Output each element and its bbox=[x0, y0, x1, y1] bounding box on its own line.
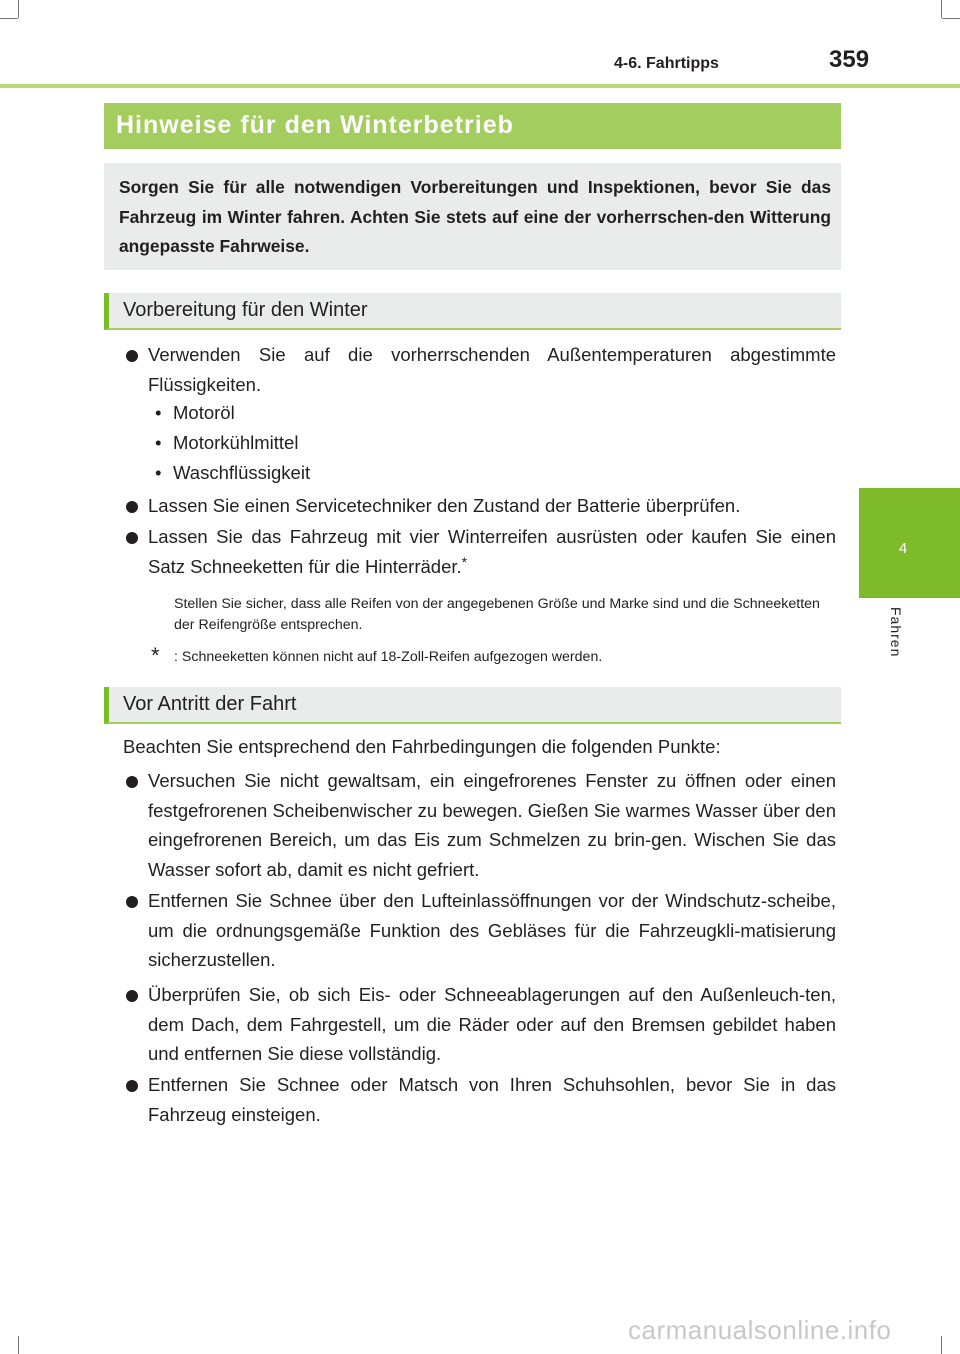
bullet-icon bbox=[126, 896, 138, 908]
section-heading-text: Vorbereitung für den Winter bbox=[123, 299, 368, 321]
sub-list-item bbox=[155, 458, 310, 488]
crop-mark bbox=[18, 1336, 19, 1354]
crop-mark bbox=[0, 18, 18, 19]
chapter-tab bbox=[859, 488, 960, 598]
list-item-text: Versuchen Sie nicht gewaltsam, ein eingefrorenes Fenster zu öffnen oder einen festgefrorenen Scheibenwischer zu bewegen. Gießen Sie warmes Wasser über den eingefrorenen Bereich, um das Eis zum Schmelzen zu brin-gen. Wischen Sie das Wasser sofort ab, damit es nicht gefriert. bbox=[148, 770, 836, 880]
small-bullet-icon: • bbox=[155, 462, 162, 483]
header-rule bbox=[0, 84, 960, 88]
bullet-icon bbox=[126, 532, 138, 544]
crop-mark bbox=[941, 0, 942, 18]
page-title-bar bbox=[104, 103, 841, 149]
list-item-text: Verwenden Sie auf die vorherrschenden Außentemperaturen abgestimmte Flüssigkeiten. bbox=[148, 344, 836, 395]
sub-list-item-text: Motorkühlmittel bbox=[173, 432, 299, 453]
section-heading-winter-prep bbox=[104, 293, 841, 330]
running-header: 4-6. Fahrtipps bbox=[614, 55, 719, 72]
small-bullet-icon: • bbox=[155, 432, 162, 453]
section-heading-before-driving bbox=[104, 687, 841, 724]
tire-note: Stellen Sie sicher, dass alle Reifen von der angegebenen Größe und Marke sind und die Schneeketten der Reifengröße entsprechen. bbox=[174, 596, 820, 633]
list-item bbox=[126, 522, 841, 582]
sub-list-item-text: Waschflüssigkeit bbox=[173, 462, 311, 483]
bullet-icon bbox=[126, 990, 138, 1002]
lead-paragraph: Beachten Sie entsprechend den Fahrbedingungen die folgenden Punkte: bbox=[123, 736, 721, 757]
list-item-text: Überprüfen Sie, ob sich Eis- oder Schneeablagerungen auf den Außenleuch-ten, dem Dach, dem Fahrgestell, um die Räder oder auf den Bremsen gebildet haben und entfernen Sie diese vollständig. bbox=[148, 984, 836, 1065]
section-heading-text: Vor Antritt der Fahrt bbox=[123, 693, 297, 715]
small-bullet-icon: • bbox=[155, 402, 162, 423]
page-number: 359 bbox=[829, 46, 870, 73]
chapter-label: Fahren bbox=[888, 607, 904, 658]
footnote-reference: * bbox=[461, 553, 468, 570]
intro-box bbox=[104, 163, 841, 270]
crop-mark bbox=[18, 0, 19, 18]
chapter-number: 4 bbox=[898, 540, 908, 557]
bullet-icon bbox=[126, 501, 138, 513]
list-item bbox=[126, 766, 841, 886]
list-item-text: Entfernen Sie Schnee über den Lufteinlassöffnungen vor der Windschutz-scheibe, um die ordnungsgemäße Funktion des Gebläses für die Fahrzeugkli-matisierung sicherzustellen. bbox=[148, 890, 836, 971]
bullet-icon bbox=[126, 776, 138, 788]
watermark: carmanualsonline.info bbox=[628, 1315, 892, 1345]
sub-list-item bbox=[155, 398, 235, 428]
list-item bbox=[126, 491, 841, 521]
bullet-icon bbox=[126, 1080, 138, 1092]
sub-list-item bbox=[155, 428, 298, 458]
bullet-icon bbox=[126, 350, 138, 362]
list-item bbox=[126, 1070, 841, 1130]
sub-list-item-text: Motoröl bbox=[173, 402, 235, 423]
footnote-mark: * bbox=[151, 643, 160, 668]
crop-mark bbox=[941, 1336, 942, 1354]
footnote-text: : Schneeketten können nicht auf 18-Zoll-Reifen aufgezogen werden. bbox=[174, 649, 603, 665]
list-item-text: Lassen Sie das Fahrzeug mit vier Winterreifen ausrüsten oder kaufen Sie einen Satz Schneeketten für die Hinterräder. bbox=[148, 526, 836, 577]
intro-text: Sorgen Sie für alle notwendigen Vorbereitungen und Inspektionen, bevor Sie das Fahrzeug im Winter fahren. Achten Sie stets auf eine der vorherrschen-den Witterung angepasste Fahrweise. bbox=[119, 177, 831, 256]
crop-mark bbox=[942, 18, 960, 19]
list-item bbox=[126, 340, 841, 400]
list-item-text: Lassen Sie einen Servicetechniker den Zustand der Batterie überprüfen. bbox=[148, 495, 741, 516]
list-item bbox=[126, 886, 841, 976]
page-title: Hinweise für den Winterbetrieb bbox=[116, 111, 514, 139]
list-item-text: Entfernen Sie Schnee oder Matsch von Ihren Schuhsohlen, bevor Sie in das Fahrzeug einsteigen. bbox=[148, 1074, 836, 1125]
list-item bbox=[126, 980, 841, 1070]
